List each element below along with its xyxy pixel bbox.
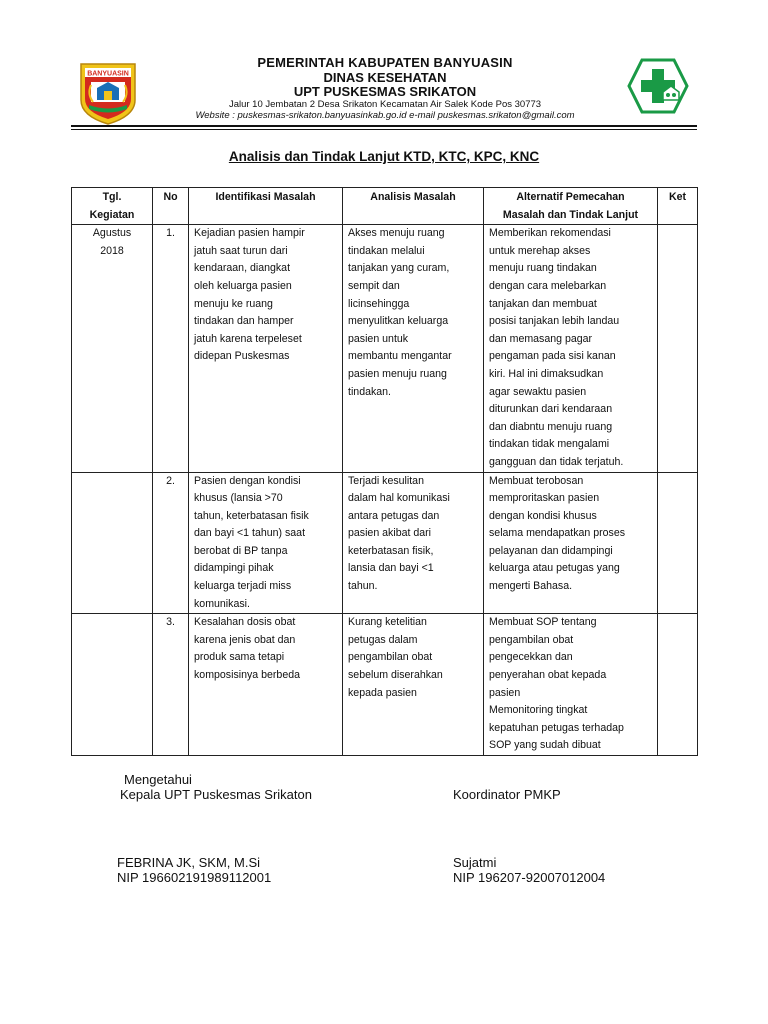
text-line: Memberikan rekomendasi <box>489 227 611 240</box>
text-line: dalam hal komunikasi <box>348 492 450 505</box>
text-line: agar sewaktu pasien <box>489 385 587 398</box>
signature-left-nip: NIP 196602191989112001 <box>117 870 272 885</box>
text-line: komposisinya berbeda <box>194 669 300 682</box>
text-line: Memonitoring tingkat <box>489 704 588 717</box>
table-row <box>72 614 698 756</box>
text-line: pasien menuju ruang <box>348 367 447 380</box>
text-line: selama mendapatkan proses <box>489 527 626 540</box>
text-line: pasien <box>489 686 521 699</box>
text-line: posisi tanjakan lebih landau <box>489 315 620 328</box>
text-line: kepada pasien <box>348 686 417 699</box>
text-line: sebelum diserahkan <box>348 669 443 682</box>
text-line: Akses menuju ruang <box>348 227 445 240</box>
signature-mengetahui: Mengetahui <box>124 772 192 787</box>
text-line: Tgl. <box>102 191 122 203</box>
text-line: pengambilan obat <box>348 651 433 664</box>
cell-identifikasi <box>189 472 343 614</box>
text-line: pelayanan dan didampingi <box>489 544 613 557</box>
text-line: pengecekkan dan <box>489 651 573 664</box>
text-line: membantu mengantar <box>348 350 452 363</box>
header-analisis <box>343 188 484 225</box>
text-line: pengaman pada sisi kanan <box>489 350 616 363</box>
text-line: Masalah dan Tindak Lanjut <box>502 208 639 221</box>
svg-text:BANYUASIN: BANYUASIN <box>87 70 129 78</box>
text-line: oleh keluarga pasien <box>194 279 292 292</box>
text-line: Terjadi kesulitan <box>348 474 424 487</box>
text-line: jatuh saat turun dari <box>194 244 288 257</box>
text-line: kiri. Hal ini dimaksudkan <box>489 367 604 380</box>
table-row <box>72 472 698 614</box>
text-line: antara petugas dan <box>348 509 440 522</box>
text-line: petugas dalam <box>348 633 418 646</box>
cell-identifikasi <box>189 225 343 472</box>
header-alternatif <box>484 188 658 225</box>
text-line: pengambilan obat <box>489 633 574 646</box>
text-line: pasien akibat dari <box>348 527 432 540</box>
cell-analisis <box>343 225 484 472</box>
text-line: Alternatif Pemecahan <box>516 191 625 203</box>
document-title: Analisis dan Tindak Lanjut KTD, KTC, KPC, KNC <box>228 149 540 164</box>
text-line: tindakan dan hamper <box>194 315 294 328</box>
cell-tgl <box>72 472 153 614</box>
signature-right-name: Sujatmi <box>453 855 497 870</box>
cell-alternatif <box>484 472 658 614</box>
cell-tgl <box>72 614 153 756</box>
header-website: Website : puskesmas-srikaton.banyuasinkab.go.id e-mail puskesmas.srikaton@gmail.com <box>195 110 575 121</box>
text-line: didepan Puskesmas <box>194 350 290 363</box>
text-line: Kurang ketelitian <box>348 616 427 629</box>
text-line: berobat di BP tanpa <box>194 544 288 557</box>
signature-left-name: FEBRINA JK, SKM, M.Si <box>117 855 261 870</box>
text-line: produk sama tetapi <box>194 651 285 664</box>
header-institution: UPT PUSKESMAS SRIKATON <box>293 84 477 99</box>
text-line: Kesalahan dosis obat <box>194 616 296 629</box>
signature-right-nip: NIP 196207-92007012004 <box>453 870 606 885</box>
text-line: keluarga terjadi miss <box>194 580 292 593</box>
text-line: licinsehingga <box>348 297 410 310</box>
text-line: komunikasi. <box>194 597 250 610</box>
cell-no: 1. <box>153 225 189 472</box>
header-identifikasi <box>189 188 343 225</box>
cell-ket <box>658 472 698 614</box>
text-line: untuk merehap akses <box>489 244 591 257</box>
cell-alternatif <box>484 614 658 756</box>
cell-ket <box>658 225 698 472</box>
text-line: tanjakan dan membuat <box>489 297 597 310</box>
text-line: memproritaskan pasien <box>489 492 600 505</box>
text-line: tahun, keterbatasan fisik <box>194 509 309 522</box>
text-line: Membuat SOP tentang <box>489 616 597 629</box>
banyuasin-emblem-logo <box>77 60 139 126</box>
text-line: sempit dan <box>348 279 400 292</box>
text-line: karena jenis obat dan <box>194 633 296 646</box>
text-line: gangguan dan tidak terjatuh. <box>489 455 624 468</box>
text-line: mengerti Bahasa. <box>489 580 573 593</box>
text-line: No <box>163 191 178 203</box>
cell-identifikasi <box>189 614 343 756</box>
text-line: menyulitkan keluarga <box>348 315 449 328</box>
text-line: tindakan melalui <box>348 244 425 257</box>
cell-tgl <box>72 225 153 472</box>
text-line: menuju ruang tindakan <box>489 262 597 275</box>
text-line: Membuat terobosan <box>489 474 584 487</box>
text-line: didampingi pihak <box>194 562 274 575</box>
cell-analisis <box>343 472 484 614</box>
signature-left-role: Kepala UPT Puskesmas Srikaton <box>120 787 312 802</box>
table-header-row <box>72 188 698 225</box>
table-row <box>72 225 698 472</box>
text-line: Ket <box>668 191 687 203</box>
text-line: dengan cara melebarkan <box>489 279 607 292</box>
text-line: penyerahan obat kepada <box>489 669 607 682</box>
text-line: SOP yang sudah dibuat <box>489 739 601 752</box>
puskesmas-logo <box>627 58 689 114</box>
text-line: Identifikasi Masalah <box>215 191 316 203</box>
text-line: tanjakan yang curam, <box>348 262 450 275</box>
text-line: Kejadian pasien hampir <box>194 227 305 240</box>
header-department: DINAS KESEHATAN <box>323 70 447 85</box>
cell-ket <box>658 614 698 756</box>
text-line: khusus (lansia >70 <box>194 492 283 505</box>
text-line: kendaraan, diangkat <box>194 262 291 275</box>
signature-right-role: Koordinator PMKP <box>453 787 561 802</box>
text-line: menuju ke ruang <box>194 297 273 310</box>
text-line: Kegiatan <box>89 208 135 221</box>
text-line: kepatuhan petugas terhadap <box>489 721 624 734</box>
header-no <box>153 188 189 225</box>
text-line: tindakan. <box>348 385 391 398</box>
text-line: dengan kondisi khusus <box>489 509 597 522</box>
cell-no: 3. <box>153 614 189 756</box>
text-line: tahun. <box>348 580 378 593</box>
text-line: dan diabntu menuju ruang <box>489 420 613 433</box>
text-line: pasien untuk <box>348 332 409 345</box>
cell-no: 2. <box>153 472 189 614</box>
header-tgl <box>72 188 153 225</box>
text-line: Agustus <box>92 227 132 240</box>
header-ket <box>658 188 698 225</box>
text-line: diturunkan dari kendaraan <box>489 403 613 416</box>
cell-alternatif <box>484 225 658 472</box>
cell-analisis <box>343 614 484 756</box>
text-line: dan memasang pagar <box>489 332 593 345</box>
text-line: Analisis Masalah <box>370 191 456 203</box>
header-divider-thick <box>71 125 697 127</box>
header-government: PEMERINTAH KABUPATEN BANYUASIN <box>257 55 513 70</box>
header-address: Jalur 10 Jembatan 2 Desa Srikaton Kecamatan Air Salek Kode Pos 30773 <box>228 99 542 110</box>
text-line: dan bayi <1 tahun) saat <box>194 527 306 540</box>
analysis-table <box>71 187 698 756</box>
text-line: Pasien dengan kondisi <box>194 474 301 487</box>
text-line: keluarga atau petugas yang <box>489 562 620 575</box>
text-line: 2018 <box>100 244 124 257</box>
header-divider-thin <box>71 129 697 130</box>
text-line: keterbatasan fisik, <box>348 544 434 557</box>
text-line: lansia dan bayi <1 <box>348 562 434 575</box>
text-line: jatuh karena terpeleset <box>194 332 302 345</box>
text-line: tindakan tidak mengalami <box>489 438 610 451</box>
